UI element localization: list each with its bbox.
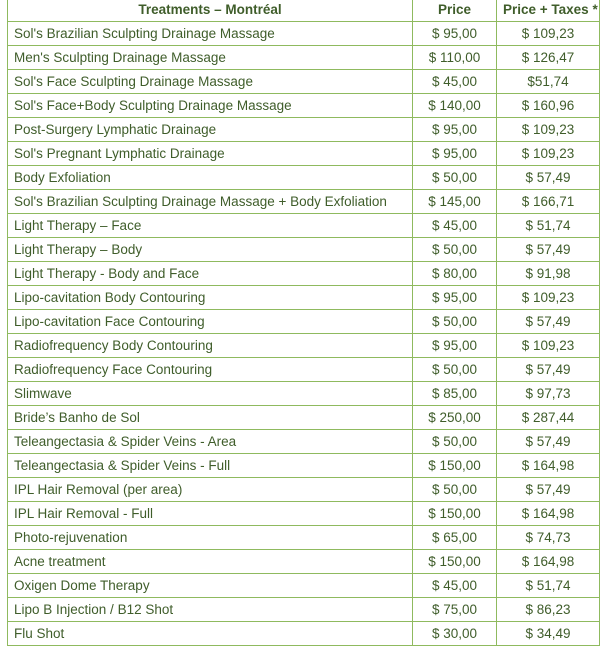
treatment-name-cell: Lipo-cavitation Face Contouring <box>8 309 413 333</box>
price-taxes-cell: $ 166,71 <box>497 189 600 213</box>
treatment-name-cell: Teleangectasia & Spider Veins - Full <box>8 453 413 477</box>
treatment-name-cell: Sol's Brazilian Sculpting Drainage Massage <box>8 21 413 45</box>
table-row <box>8 453 600 477</box>
treatment-name-cell: Photo-rejuvenation <box>8 525 413 549</box>
header-row <box>8 0 600 21</box>
table-header <box>8 0 600 21</box>
table-row <box>8 93 600 117</box>
table-row <box>8 117 600 141</box>
price-cell: $ 95,00 <box>413 117 497 141</box>
price-taxes-cell: $ 57,49 <box>497 165 600 189</box>
treatment-name-cell: Sol's Face+Body Sculpting Drainage Massage <box>8 93 413 117</box>
price-taxes-cell: $ 91,98 <box>497 261 600 285</box>
treatment-name-cell: Light Therapy - Body and Face <box>8 261 413 285</box>
table-row <box>8 549 600 573</box>
treatment-name-cell: Lipo-cavitation Body Contouring <box>8 285 413 309</box>
treatment-name-cell: Radiofrequency Face Contouring <box>8 357 413 381</box>
table-row <box>8 237 600 261</box>
price-cell: $ 95,00 <box>413 141 497 165</box>
treatment-name-cell: Bride’s Banho de Sol <box>8 405 413 429</box>
table-row <box>8 381 600 405</box>
price-cell: $ 150,00 <box>413 453 497 477</box>
table-row <box>8 573 600 597</box>
price-column-header: Price <box>413 0 497 21</box>
table-row <box>8 405 600 429</box>
price-taxes-cell: $ 109,23 <box>497 333 600 357</box>
price-cell: $ 50,00 <box>413 165 497 189</box>
price-taxes-cell: $ 57,49 <box>497 309 600 333</box>
price-cell: $ 30,00 <box>413 621 497 645</box>
price-taxes-cell: $ 34,49 <box>497 621 600 645</box>
price-cell: $ 50,00 <box>413 237 497 261</box>
price-cell: $ 50,00 <box>413 429 497 453</box>
table-row <box>8 501 600 525</box>
treatment-name-cell: Men's Sculpting Drainage Massage <box>8 45 413 69</box>
table-row <box>8 333 600 357</box>
treatment-name-cell: Light Therapy – Body <box>8 237 413 261</box>
price-taxes-cell: $ 51,74 <box>497 213 600 237</box>
table-row <box>8 309 600 333</box>
table-row <box>8 357 600 381</box>
price-taxes-cell: $ 164,98 <box>497 501 600 525</box>
table-row <box>8 477 600 501</box>
treatment-name-cell: Light Therapy – Face <box>8 213 413 237</box>
price-cell: $ 65,00 <box>413 525 497 549</box>
price-taxes-column-header: Price + Taxes * <box>497 0 600 21</box>
price-taxes-cell: $51,74 <box>497 69 600 93</box>
price-cell: $ 80,00 <box>413 261 497 285</box>
price-taxes-cell: $ 57,49 <box>497 429 600 453</box>
treatment-name-cell: Slimwave <box>8 381 413 405</box>
price-taxes-cell: $ 51,74 <box>497 573 600 597</box>
treatment-name-cell: Oxigen Dome Therapy <box>8 573 413 597</box>
treatment-name-cell: Sol's Pregnant Lymphatic Drainage <box>8 141 413 165</box>
price-cell: $ 150,00 <box>413 549 497 573</box>
price-cell: $ 95,00 <box>413 333 497 357</box>
price-taxes-cell: $ 164,98 <box>497 549 600 573</box>
price-cell: $ 50,00 <box>413 477 497 501</box>
table-row <box>8 21 600 45</box>
table-row <box>8 165 600 189</box>
treatments-price-table <box>7 0 600 646</box>
price-cell: $ 45,00 <box>413 69 497 93</box>
treatment-name-cell: Acne treatment <box>8 549 413 573</box>
treatment-name-cell: IPL Hair Removal (per area) <box>8 477 413 501</box>
price-cell: $ 140,00 <box>413 93 497 117</box>
price-cell: $ 50,00 <box>413 309 497 333</box>
table-row <box>8 621 600 645</box>
table-row <box>8 597 600 621</box>
price-taxes-cell: $ 97,73 <box>497 381 600 405</box>
price-taxes-cell: $ 109,23 <box>497 21 600 45</box>
price-taxes-cell: $ 109,23 <box>497 285 600 309</box>
price-cell: $ 45,00 <box>413 213 497 237</box>
price-cell: $ 110,00 <box>413 45 497 69</box>
price-taxes-cell: $ 109,23 <box>497 141 600 165</box>
price-taxes-cell: $ 57,49 <box>497 357 600 381</box>
price-taxes-cell: $ 287,44 <box>497 405 600 429</box>
table-row <box>8 69 600 93</box>
treatment-name-cell: Radiofrequency Body Contouring <box>8 333 413 357</box>
price-cell: $ 45,00 <box>413 573 497 597</box>
price-taxes-cell: $ 74,73 <box>497 525 600 549</box>
treatment-name-cell: Sol's Brazilian Sculpting Drainage Massage + Body Exfoliation <box>8 189 413 213</box>
treatment-name-cell: Body Exfoliation <box>8 165 413 189</box>
price-cell: $ 95,00 <box>413 285 497 309</box>
table-body <box>8 21 600 645</box>
table-row <box>8 261 600 285</box>
treatment-column-header: Treatments – Montréal <box>8 0 413 21</box>
table-row <box>8 525 600 549</box>
price-cell: $ 75,00 <box>413 597 497 621</box>
price-cell: $ 145,00 <box>413 189 497 213</box>
price-taxes-cell: $ 57,49 <box>497 477 600 501</box>
price-taxes-cell: $ 164,98 <box>497 453 600 477</box>
table-row <box>8 213 600 237</box>
treatment-name-cell: Sol's Face Sculpting Drainage Massage <box>8 69 413 93</box>
treatment-name-cell: Teleangectasia & Spider Veins - Area <box>8 429 413 453</box>
treatment-name-cell: Post-Surgery Lymphatic Drainage <box>8 117 413 141</box>
treatment-name-cell: IPL Hair Removal - Full <box>8 501 413 525</box>
table-row <box>8 429 600 453</box>
treatment-name-cell: Lipo B Injection / B12 Shot <box>8 597 413 621</box>
price-taxes-cell: $ 86,23 <box>497 597 600 621</box>
table-row <box>8 189 600 213</box>
price-taxes-cell: $ 57,49 <box>497 237 600 261</box>
price-cell: $ 150,00 <box>413 501 497 525</box>
table-row <box>8 285 600 309</box>
table-row <box>8 45 600 69</box>
price-cell: $ 85,00 <box>413 381 497 405</box>
price-taxes-cell: $ 126,47 <box>497 45 600 69</box>
price-cell: $ 250,00 <box>413 405 497 429</box>
price-taxes-cell: $ 160,96 <box>497 93 600 117</box>
price-taxes-cell: $ 109,23 <box>497 117 600 141</box>
treatment-name-cell: Flu Shot <box>8 621 413 645</box>
price-cell: $ 95,00 <box>413 21 497 45</box>
table-row <box>8 141 600 165</box>
price-cell: $ 50,00 <box>413 357 497 381</box>
